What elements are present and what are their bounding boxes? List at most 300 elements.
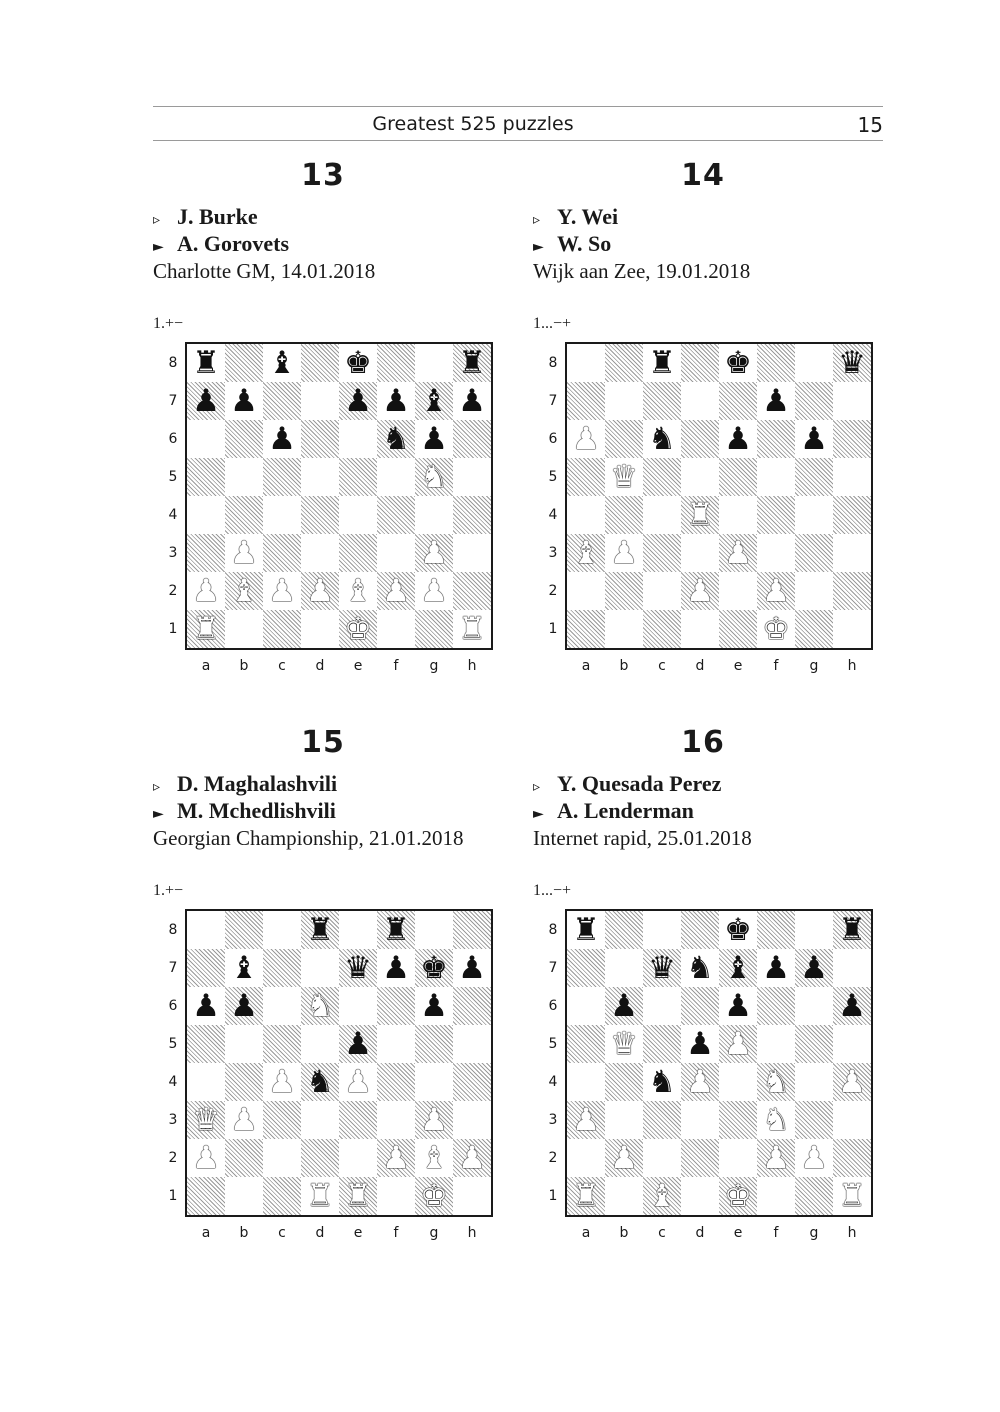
white-pawn-icon: ♟ [458, 1140, 486, 1176]
square-g5 [795, 1025, 833, 1063]
rank-label: 7 [168, 960, 178, 976]
square-h7 [453, 949, 491, 987]
square-e6 [719, 987, 757, 1025]
square-b7 [225, 382, 263, 420]
file-label: g [809, 658, 819, 674]
rank-label: 1 [168, 1188, 178, 1204]
puzzle-number: 16 [681, 725, 725, 760]
black-pawn-icon: ♟ [458, 950, 486, 986]
black-pawn-icon: ♟ [762, 383, 790, 419]
square-d8 [301, 344, 339, 382]
square-h8 [833, 344, 871, 382]
rank-label: 3 [168, 545, 178, 561]
square-e3 [719, 1101, 757, 1139]
black-rook-icon: ♜ [572, 912, 600, 948]
square-f4 [377, 496, 415, 534]
square-g5 [795, 458, 833, 496]
square-g7 [795, 949, 833, 987]
square-b1 [605, 610, 643, 648]
square-f8 [757, 344, 795, 382]
square-e4 [339, 1063, 377, 1101]
square-b6 [605, 420, 643, 458]
file-label: c [658, 658, 666, 674]
square-d4 [301, 496, 339, 534]
square-e7 [719, 382, 757, 420]
square-b2 [225, 1139, 263, 1177]
square-c3 [643, 1101, 681, 1139]
white-pawn-icon: ♟ [382, 1140, 410, 1176]
black-marker: ► [153, 239, 164, 255]
square-g6 [415, 420, 453, 458]
white-pawn-icon: ♟ [838, 1064, 866, 1100]
square-b3 [225, 1101, 263, 1139]
square-h4 [833, 1063, 871, 1101]
header-top-rule [153, 106, 883, 107]
black-player [153, 231, 289, 257]
file-label: d [695, 658, 705, 674]
square-g4 [415, 1063, 453, 1101]
file-label: g [429, 1225, 439, 1241]
black-pawn-icon: ♟ [420, 988, 448, 1024]
square-d6 [681, 987, 719, 1025]
square-g1 [795, 1177, 833, 1215]
white-pawn-icon: ♟ [686, 573, 714, 609]
square-b5 [605, 458, 643, 496]
square-c7 [263, 382, 301, 420]
white-player [153, 771, 337, 797]
square-e3 [339, 534, 377, 572]
black-king-icon: ♚ [724, 912, 752, 948]
black-bishop-icon: ♝ [724, 950, 752, 986]
square-h1 [453, 610, 491, 648]
white-queen-icon: ♛ [192, 1102, 220, 1138]
square-g7 [795, 382, 833, 420]
file-label: h [847, 1225, 857, 1241]
file-label: c [278, 1225, 286, 1241]
square-d5 [301, 458, 339, 496]
square-a4 [187, 496, 225, 534]
puzzle-16 [533, 725, 873, 1270]
chess-board [185, 342, 493, 650]
rank-label: 2 [168, 1150, 178, 1166]
white-pawn-icon: ♟ [610, 535, 638, 571]
rank-label: 4 [548, 507, 558, 523]
square-f6 [757, 420, 795, 458]
white-pawn-icon: ♟ [762, 1140, 790, 1176]
square-g1 [415, 1177, 453, 1215]
black-pawn-icon: ♟ [382, 383, 410, 419]
square-b7 [605, 382, 643, 420]
black-knight-icon: ♞ [686, 950, 714, 986]
black-king-icon: ♚ [344, 345, 372, 381]
puzzle-14 [533, 158, 873, 703]
black-rook-icon: ♜ [458, 345, 486, 381]
square-f1 [377, 610, 415, 648]
square-e8 [339, 911, 377, 949]
square-h4 [833, 496, 871, 534]
black-knight-icon: ♞ [306, 1064, 334, 1100]
white-pawn-icon: ♟ [610, 1140, 638, 1176]
black-pawn-icon: ♟ [382, 950, 410, 986]
white-pawn-icon: ♟ [192, 1140, 220, 1176]
square-a7 [187, 382, 225, 420]
black-knight-icon: ♞ [382, 421, 410, 457]
square-b6 [225, 420, 263, 458]
square-e1 [339, 610, 377, 648]
black-pawn-icon: ♟ [610, 988, 638, 1024]
white-pawn-icon: ♟ [724, 1026, 752, 1062]
file-label: b [619, 658, 629, 674]
square-c2 [263, 572, 301, 610]
square-g2 [795, 1139, 833, 1177]
white-rook-icon: ♜ [192, 611, 220, 647]
square-g1 [795, 610, 833, 648]
square-d3 [681, 1101, 719, 1139]
black-knight-icon: ♞ [648, 1064, 676, 1100]
file-label: c [278, 658, 286, 674]
square-f4 [757, 1063, 795, 1101]
square-b7 [605, 949, 643, 987]
square-c4 [263, 496, 301, 534]
square-a5 [567, 458, 605, 496]
square-f6 [757, 987, 795, 1025]
square-g3 [795, 534, 833, 572]
square-g2 [415, 572, 453, 610]
square-e7 [719, 949, 757, 987]
file-label: e [353, 658, 363, 674]
square-a5 [567, 1025, 605, 1063]
square-d2 [681, 572, 719, 610]
square-g5 [415, 1025, 453, 1063]
file-label: a [201, 1225, 211, 1241]
square-c3 [263, 534, 301, 572]
square-a2 [567, 1139, 605, 1177]
white-player-name: D. Maghalashvili [177, 771, 338, 796]
square-f7 [757, 382, 795, 420]
white-king-icon: ♚ [762, 611, 790, 647]
square-f7 [757, 949, 795, 987]
rank-label: 3 [168, 1112, 178, 1128]
white-rook-icon: ♜ [306, 1178, 334, 1214]
square-h7 [833, 382, 871, 420]
square-d6 [681, 420, 719, 458]
square-g2 [795, 572, 833, 610]
header-bottom-rule [153, 140, 883, 141]
square-f1 [757, 1177, 795, 1215]
file-label: f [773, 1225, 779, 1241]
white-pawn-icon: ♟ [572, 1102, 600, 1138]
square-h1 [833, 610, 871, 648]
white-bishop-icon: ♝ [420, 1140, 448, 1176]
black-player-name: A. Lenderman [557, 798, 694, 823]
square-a3 [187, 534, 225, 572]
square-b6 [605, 987, 643, 1025]
square-a6 [567, 987, 605, 1025]
puzzle-13 [153, 158, 493, 703]
rank-label: 3 [548, 1112, 558, 1128]
square-f1 [757, 610, 795, 648]
square-b4 [225, 1063, 263, 1101]
square-f3 [377, 534, 415, 572]
event-line: Charlotte GM, 14.01.2018 [153, 259, 376, 283]
white-king-icon: ♚ [344, 611, 372, 647]
square-g4 [415, 496, 453, 534]
white-player [533, 204, 618, 230]
white-pawn-icon: ♟ [420, 1102, 448, 1138]
white-rook-icon: ♜ [458, 611, 486, 647]
square-h3 [833, 534, 871, 572]
square-c1 [643, 610, 681, 648]
square-g3 [415, 534, 453, 572]
file-label: e [353, 1225, 363, 1241]
rank-label: 2 [548, 1150, 558, 1166]
black-rook-icon: ♜ [838, 912, 866, 948]
rank-label: 7 [548, 393, 558, 409]
square-d6 [301, 420, 339, 458]
white-pawn-icon: ♟ [724, 535, 752, 571]
square-g8 [415, 344, 453, 382]
square-a2 [567, 572, 605, 610]
white-knight-icon: ♞ [762, 1102, 790, 1138]
result-evaluation: 1...−+ [533, 315, 572, 332]
square-c8 [263, 344, 301, 382]
black-pawn-icon: ♟ [458, 383, 486, 419]
white-pawn-icon: ♟ [268, 1064, 296, 1100]
black-pawn-icon: ♟ [762, 950, 790, 986]
file-label: b [619, 1225, 629, 1241]
file-label: e [733, 658, 743, 674]
black-marker: ► [153, 806, 164, 822]
square-a7 [567, 382, 605, 420]
square-c6 [643, 420, 681, 458]
square-e1 [339, 1177, 377, 1215]
puzzle-number: 14 [681, 158, 725, 193]
chess-board [185, 909, 493, 1217]
square-f8 [377, 911, 415, 949]
square-g6 [415, 987, 453, 1025]
black-player-name: M. Mchedlishvili [177, 798, 336, 823]
black-bishop-icon: ♝ [268, 345, 296, 381]
square-h8 [453, 911, 491, 949]
white-to-move-marker: ▹ [153, 779, 161, 795]
square-a1 [567, 610, 605, 648]
square-a1 [187, 610, 225, 648]
rank-label: 5 [548, 469, 558, 485]
square-h7 [833, 949, 871, 987]
black-pawn-icon: ♟ [724, 421, 752, 457]
square-h6 [453, 987, 491, 1025]
square-d8 [301, 911, 339, 949]
square-h2 [833, 572, 871, 610]
square-a8 [567, 344, 605, 382]
event-line: Wijk aan Zee, 19.01.2018 [533, 259, 751, 283]
black-pawn-icon: ♟ [268, 421, 296, 457]
square-e2 [339, 1139, 377, 1177]
square-c5 [263, 1025, 301, 1063]
rank-label: 1 [168, 621, 178, 637]
black-marker: ► [533, 806, 544, 822]
square-f6 [377, 987, 415, 1025]
rank-label: 4 [168, 507, 178, 523]
black-pawn-icon: ♟ [724, 988, 752, 1024]
rank-label: 2 [548, 583, 558, 599]
board-area [533, 907, 873, 1252]
file-label: f [773, 658, 779, 674]
square-e1 [719, 610, 757, 648]
square-b5 [605, 1025, 643, 1063]
rank-label: 1 [548, 621, 558, 637]
white-player [153, 204, 258, 230]
white-pawn-icon: ♟ [192, 573, 220, 609]
square-b7 [225, 949, 263, 987]
square-f3 [757, 1101, 795, 1139]
square-e4 [339, 496, 377, 534]
black-queen-icon: ♛ [838, 345, 866, 381]
square-g4 [795, 496, 833, 534]
square-e4 [719, 496, 757, 534]
page-number: 15 [857, 113, 883, 137]
square-d5 [681, 1025, 719, 1063]
square-f2 [757, 572, 795, 610]
square-g8 [795, 344, 833, 382]
square-b4 [605, 496, 643, 534]
square-h1 [833, 1177, 871, 1215]
rank-label: 6 [548, 998, 558, 1014]
black-player [533, 798, 694, 824]
white-bishop-icon: ♝ [648, 1178, 676, 1214]
square-g3 [795, 1101, 833, 1139]
square-d8 [681, 344, 719, 382]
black-rook-icon: ♜ [382, 912, 410, 948]
rank-label: 1 [548, 1188, 558, 1204]
file-label: f [393, 1225, 399, 1241]
square-h6 [453, 420, 491, 458]
black-player-name: A. Gorovets [177, 231, 290, 256]
square-f2 [377, 572, 415, 610]
square-g8 [795, 911, 833, 949]
square-e5 [339, 1025, 377, 1063]
square-h6 [833, 987, 871, 1025]
white-knight-icon: ♞ [306, 988, 334, 1024]
square-a6 [187, 987, 225, 1025]
white-to-move-marker: ▹ [153, 212, 161, 228]
black-knight-icon: ♞ [648, 421, 676, 457]
white-player-name: Y. Wei [557, 204, 619, 229]
white-rook-icon: ♜ [572, 1178, 600, 1214]
square-d1 [681, 610, 719, 648]
black-pawn-icon: ♟ [230, 383, 258, 419]
square-a3 [187, 1101, 225, 1139]
black-pawn-icon: ♟ [230, 988, 258, 1024]
square-b1 [225, 1177, 263, 1215]
square-d4 [301, 1063, 339, 1101]
square-e2 [719, 572, 757, 610]
square-c7 [263, 949, 301, 987]
square-h1 [453, 1177, 491, 1215]
square-b8 [225, 344, 263, 382]
square-h3 [453, 1101, 491, 1139]
rank-label: 4 [168, 1074, 178, 1090]
square-d6 [301, 987, 339, 1025]
square-a3 [567, 534, 605, 572]
square-h4 [453, 1063, 491, 1101]
square-f8 [757, 911, 795, 949]
black-marker: ► [533, 239, 544, 255]
square-e4 [719, 1063, 757, 1101]
black-queen-icon: ♛ [344, 950, 372, 986]
square-b4 [225, 496, 263, 534]
square-c3 [263, 1101, 301, 1139]
square-h5 [833, 458, 871, 496]
white-rook-icon: ♜ [838, 1178, 866, 1214]
square-f3 [377, 1101, 415, 1139]
white-pawn-icon: ♟ [344, 1064, 372, 1100]
black-pawn-icon: ♟ [192, 988, 220, 1024]
square-d1 [301, 1177, 339, 1215]
square-f5 [377, 1025, 415, 1063]
square-f1 [377, 1177, 415, 1215]
white-rook-icon: ♜ [686, 497, 714, 533]
square-b5 [225, 458, 263, 496]
rank-label: 6 [548, 431, 558, 447]
square-h5 [453, 458, 491, 496]
chess-board [565, 342, 873, 650]
file-label: h [467, 1225, 477, 1241]
square-e8 [719, 911, 757, 949]
square-c8 [643, 344, 681, 382]
file-label: e [733, 1225, 743, 1241]
square-b3 [225, 534, 263, 572]
square-d3 [301, 534, 339, 572]
square-g4 [795, 1063, 833, 1101]
square-d2 [681, 1139, 719, 1177]
square-c5 [643, 458, 681, 496]
square-b5 [225, 1025, 263, 1063]
square-d3 [301, 1101, 339, 1139]
square-e8 [719, 344, 757, 382]
black-rook-icon: ♜ [648, 345, 676, 381]
result-evaluation: 1.+− [153, 315, 184, 332]
square-b8 [605, 911, 643, 949]
square-f2 [757, 1139, 795, 1177]
square-c4 [263, 1063, 301, 1101]
square-h3 [453, 534, 491, 572]
result-evaluation: 1.+− [153, 882, 184, 899]
file-label: d [315, 658, 325, 674]
white-pawn-icon: ♟ [686, 1064, 714, 1100]
board-area [533, 340, 873, 685]
white-pawn-icon: ♟ [800, 1140, 828, 1176]
square-e5 [719, 1025, 757, 1063]
white-to-move-marker: ▹ [533, 779, 541, 795]
white-bishop-icon: ♝ [572, 535, 600, 571]
white-player-name: J. Burke [177, 204, 258, 229]
square-c5 [643, 1025, 681, 1063]
square-d1 [681, 1177, 719, 1215]
event-line: Georgian Championship, 21.01.2018 [153, 826, 464, 850]
square-a4 [567, 496, 605, 534]
square-e5 [719, 458, 757, 496]
square-e6 [339, 987, 377, 1025]
square-c2 [643, 1139, 681, 1177]
chess-board [565, 909, 873, 1217]
square-c7 [643, 949, 681, 987]
square-h8 [453, 344, 491, 382]
square-g2 [415, 1139, 453, 1177]
square-f7 [377, 382, 415, 420]
black-pawn-icon: ♟ [344, 383, 372, 419]
square-c7 [643, 382, 681, 420]
